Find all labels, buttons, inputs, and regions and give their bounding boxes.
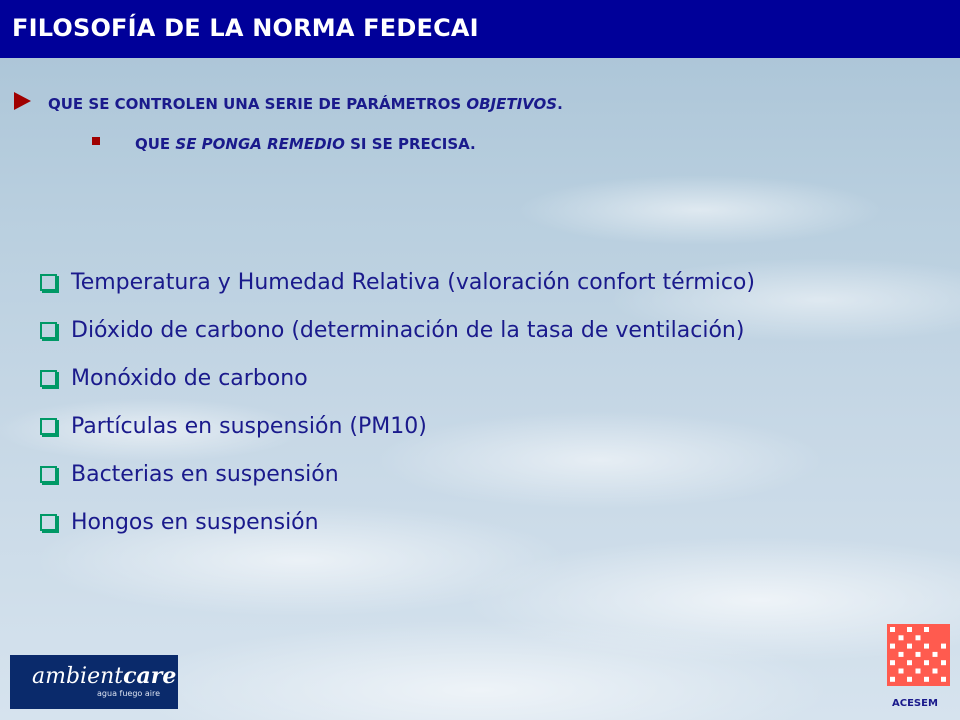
list-item-text: Partículas en suspensión (PM10)	[71, 413, 427, 439]
ambientcare-tagline: agua fuego aire	[97, 689, 160, 698]
title-bar	[0, 0, 960, 58]
list-item	[40, 402, 755, 450]
intro-line-1-end: .	[557, 95, 563, 113]
list-item	[40, 354, 755, 402]
slide-title: FILOSOFÍA DE LA NORMA FEDECAI	[12, 14, 479, 42]
intro-line-1-text: QUE SE CONTROLEN UNA SERIE DE PARÁMETROS	[48, 95, 467, 113]
intro-line-1-italic: OBJETIVOS	[466, 95, 558, 113]
parameter-list	[40, 258, 755, 546]
list-item-text: Dióxido de carbono (determinación de la tasa de ventilación)	[71, 317, 745, 343]
checkbox-bullet-icon	[40, 514, 57, 531]
ambientcare-logo-text: ambientcare	[32, 663, 177, 689]
list-item-text: Temperatura y Humedad Relativa (valoración confort térmico)	[71, 269, 755, 295]
checkbox-bullet-icon	[40, 418, 57, 435]
intro-line-2-end: SI SE PRECISA.	[344, 135, 476, 153]
list-item	[40, 258, 755, 306]
list-item-text: Monóxido de carbono	[71, 365, 308, 391]
intro-line-1	[48, 95, 563, 113]
intro-line-2	[135, 135, 476, 153]
intro-line-2-start: QUE	[135, 135, 176, 153]
list-item-text: Hongos en suspensión	[71, 509, 319, 535]
list-item	[40, 450, 755, 498]
list-item	[40, 306, 755, 354]
list-item-text: Bacterias en suspensión	[71, 461, 339, 487]
acesem-label: ACESEM	[892, 698, 938, 709]
checkbox-bullet-icon	[40, 466, 57, 483]
intro-line-2-italic: SE PONGA REMEDIO	[175, 135, 345, 153]
acesem-logo-icon	[887, 624, 950, 686]
ambientcare-logo	[10, 655, 178, 709]
checkbox-bullet-icon	[40, 370, 57, 387]
square-bullet-icon	[92, 137, 100, 145]
checkbox-bullet-icon	[40, 274, 57, 291]
checkbox-bullet-icon	[40, 322, 57, 339]
list-item	[40, 498, 755, 546]
arrow-bullet-icon	[14, 92, 31, 110]
